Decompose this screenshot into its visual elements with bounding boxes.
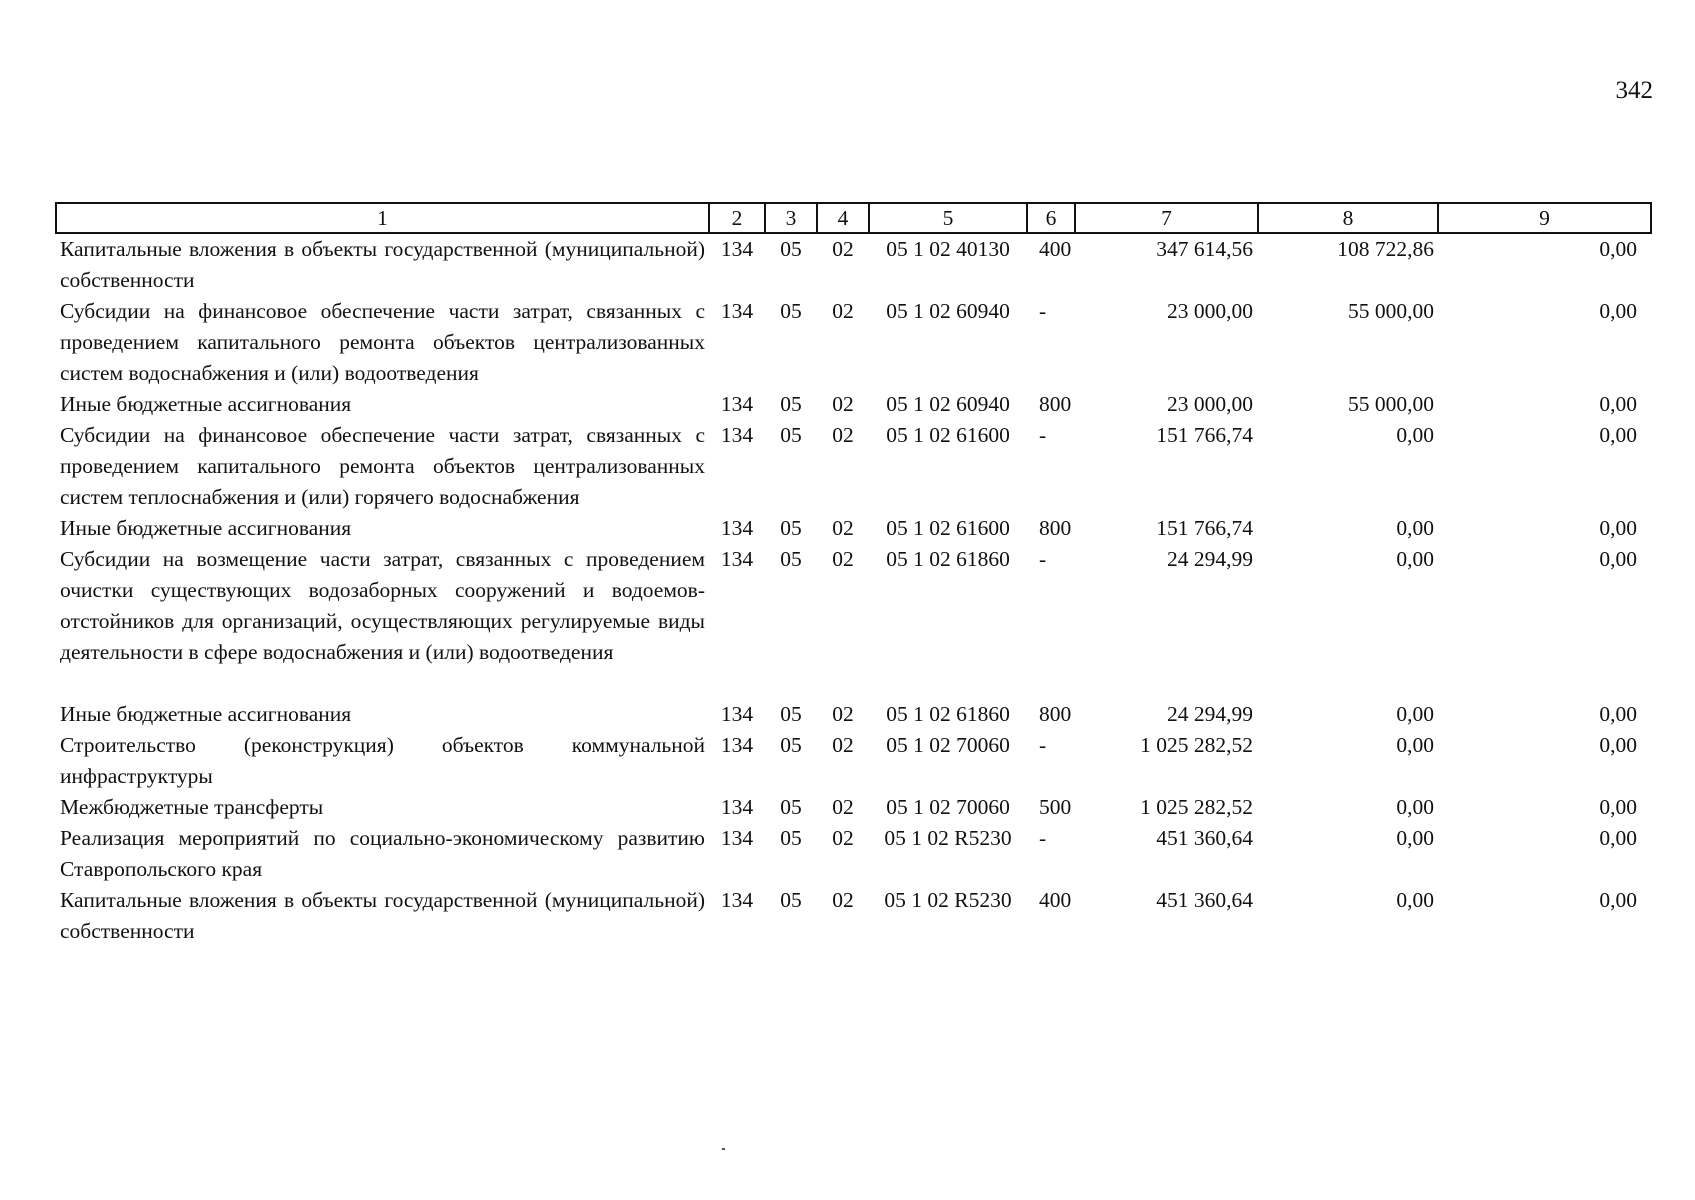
row-section-code: 05: [780, 702, 802, 726]
row-amount-3: 0,00: [1599, 423, 1637, 447]
row-amount-3: 0,00: [1599, 826, 1637, 850]
row-name: Иные бюджетные ассигнования: [60, 392, 352, 416]
row-section-code: 05: [780, 299, 802, 323]
row-amount-1: 347 614,56: [1156, 237, 1253, 261]
row-amount-2: 0,00: [1396, 423, 1434, 447]
row-target-code: 05 1 02 61860: [886, 547, 1010, 571]
row-name: Межбюджетные трансферты: [60, 795, 324, 819]
header-col-9: 9: [1438, 203, 1651, 233]
row-ministry-code: 134: [720, 733, 754, 757]
row-amount-1: 23 000,00: [1167, 299, 1253, 323]
row-expense-type: 400: [1039, 237, 1072, 261]
row-amount-2: 108 722,86: [1337, 237, 1434, 261]
row-expense-type: -: [1039, 733, 1047, 757]
row-subsection-code: 02: [832, 826, 854, 850]
row-amount-1: 451 360,64: [1156, 826, 1253, 850]
row-name: Субсидии на финансовое обеспечение части затрат, связанных с проведением капитального ремонта объектов централизованных систем теплоснабжения и (или) горячего водоснабжения: [60, 423, 705, 509]
scan-artifact: [722, 1148, 725, 1150]
row-amount-3: 0,00: [1599, 795, 1637, 819]
row-amount-2: 0,00: [1396, 733, 1434, 757]
row-expense-type: 800: [1039, 702, 1072, 726]
header-col-8: 8: [1258, 203, 1438, 233]
row-name: Иные бюджетные ассигнования: [60, 516, 352, 540]
row-ministry-code: 134: [720, 516, 754, 540]
row-section-code: 05: [780, 795, 802, 819]
row-subsection-code: 02: [832, 702, 854, 726]
row-ministry-code: 134: [720, 237, 754, 261]
row-name: Иные бюджетные ассигнования: [60, 702, 352, 726]
table-body: [56, 233, 1651, 947]
row-target-code: 05 1 02 70060: [886, 795, 1010, 819]
row-target-code: 05 1 02 61600: [886, 423, 1010, 447]
table-row: [56, 233, 1651, 296]
row-amount-2: 0,00: [1396, 826, 1434, 850]
row-expense-type: 800: [1039, 392, 1072, 416]
row-subsection-code: 02: [832, 392, 854, 416]
header-col-1: 1: [56, 203, 709, 233]
table-header: [56, 203, 1651, 233]
row-ministry-code: 134: [720, 826, 754, 850]
table-row: [56, 296, 1651, 389]
table-row: [56, 513, 1651, 544]
row-subsection-code: 02: [832, 888, 854, 912]
row-expense-type: 800: [1039, 516, 1072, 540]
row-target-code: 05 1 02 70060: [886, 733, 1010, 757]
row-name: Субсидии на возмещение части затрат, связанных с проведением очистки существующих водозаборных сооружений и водоемов-отстойников для организаций, осуществляющих регулируемые виды деятельности в сфере водоснабжения и (или) водоотведения: [60, 547, 705, 664]
row-ministry-code: 134: [720, 795, 754, 819]
row-subsection-code: 02: [832, 299, 854, 323]
row-amount-1: 451 360,64: [1156, 888, 1253, 912]
table-row: [56, 730, 1651, 792]
table-row: [56, 823, 1651, 885]
row-amount-3: 0,00: [1599, 888, 1637, 912]
header-col-6: 6: [1027, 203, 1075, 233]
row-amount-2: 55 000,00: [1348, 299, 1434, 323]
header-row: [56, 203, 1651, 233]
row-subsection-code: 02: [832, 795, 854, 819]
row-amount-1: 24 294,99: [1167, 547, 1253, 571]
row-section-code: 05: [780, 423, 802, 447]
row-expense-type: -: [1039, 299, 1047, 323]
row-target-code: 05 1 02 61600: [886, 516, 1010, 540]
table-row: [56, 544, 1651, 699]
row-target-code: 05 1 02 R5230: [884, 888, 1012, 912]
row-target-code: 05 1 02 60940: [886, 299, 1010, 323]
row-target-code: 05 1 02 40130: [886, 237, 1010, 261]
header-col-7: 7: [1075, 203, 1258, 233]
row-expense-type: -: [1039, 826, 1047, 850]
row-amount-1: 23 000,00: [1167, 392, 1253, 416]
row-subsection-code: 02: [832, 516, 854, 540]
row-ministry-code: 134: [720, 702, 754, 726]
row-amount-1: 1 025 282,52: [1140, 795, 1253, 819]
row-ministry-code: 134: [720, 299, 754, 323]
table-row: [56, 699, 1651, 730]
table-row: [56, 420, 1651, 513]
row-amount-3: 0,00: [1599, 702, 1637, 726]
row-ministry-code: 134: [720, 392, 754, 416]
row-section-code: 05: [780, 516, 802, 540]
row-amount-2: 0,00: [1396, 795, 1434, 819]
row-amount-3: 0,00: [1599, 299, 1637, 323]
row-target-code: 05 1 02 60940: [886, 392, 1010, 416]
row-section-code: 05: [780, 888, 802, 912]
row-ministry-code: 134: [720, 423, 754, 447]
row-expense-type: 500: [1039, 795, 1072, 819]
row-section-code: 05: [780, 733, 802, 757]
row-amount-3: 0,00: [1599, 392, 1637, 416]
row-amount-1: 1 025 282,52: [1140, 733, 1253, 757]
row-amount-2: 0,00: [1396, 516, 1434, 540]
header-col-2: 2: [709, 203, 765, 233]
page-number: 342: [1615, 77, 1653, 104]
row-ministry-code: 134: [720, 547, 754, 571]
row-subsection-code: 02: [832, 237, 854, 261]
row-amount-2: 0,00: [1396, 547, 1434, 571]
row-expense-type: 400: [1039, 888, 1072, 912]
row-subsection-code: 02: [832, 423, 854, 447]
row-expense-type: -: [1039, 423, 1047, 447]
row-section-code: 05: [780, 392, 802, 416]
row-amount-2: 0,00: [1396, 888, 1434, 912]
row-amount-3: 0,00: [1599, 516, 1637, 540]
budget-table: [55, 202, 1652, 947]
row-amount-2: 0,00: [1396, 702, 1434, 726]
row-expense-type: -: [1039, 547, 1047, 571]
row-amount-1: 24 294,99: [1167, 702, 1253, 726]
row-target-code: 05 1 02 R5230: [884, 826, 1012, 850]
table-row: [56, 885, 1651, 947]
header-col-4: 4: [817, 203, 869, 233]
row-amount-1: 151 766,74: [1156, 516, 1253, 540]
row-amount-1: 151 766,74: [1156, 423, 1253, 447]
row-amount-2: 55 000,00: [1348, 392, 1434, 416]
row-amount-3: 0,00: [1599, 733, 1637, 757]
header-col-3: 3: [765, 203, 817, 233]
header-col-5: 5: [869, 203, 1027, 233]
row-section-code: 05: [780, 826, 802, 850]
row-amount-3: 0,00: [1599, 547, 1637, 571]
row-name: Субсидии на финансовое обеспечение части затрат, связанных с проведением капитального ремонта объектов централизованных систем водоснабжения и (или) водоотведения: [60, 299, 705, 385]
row-name: Реализация мероприятий по социально-экономическому развитию Ставропольского края: [60, 826, 705, 881]
table-row: [56, 792, 1651, 823]
row-section-code: 05: [780, 237, 802, 261]
row-subsection-code: 02: [832, 733, 854, 757]
row-name: Капитальные вложения в объекты государственной (муниципальной) собственности: [60, 888, 705, 943]
row-subsection-code: 02: [832, 547, 854, 571]
row-name: Капитальные вложения в объекты государственной (муниципальной) собственности: [60, 237, 705, 292]
row-section-code: 05: [780, 547, 802, 571]
table-row: [56, 389, 1651, 420]
row-amount-3: 0,00: [1599, 237, 1637, 261]
row-name: Строительство (реконструкция) объектов коммунальной инфраструктуры: [60, 733, 705, 788]
row-target-code: 05 1 02 61860: [886, 702, 1010, 726]
row-ministry-code: 134: [720, 888, 754, 912]
